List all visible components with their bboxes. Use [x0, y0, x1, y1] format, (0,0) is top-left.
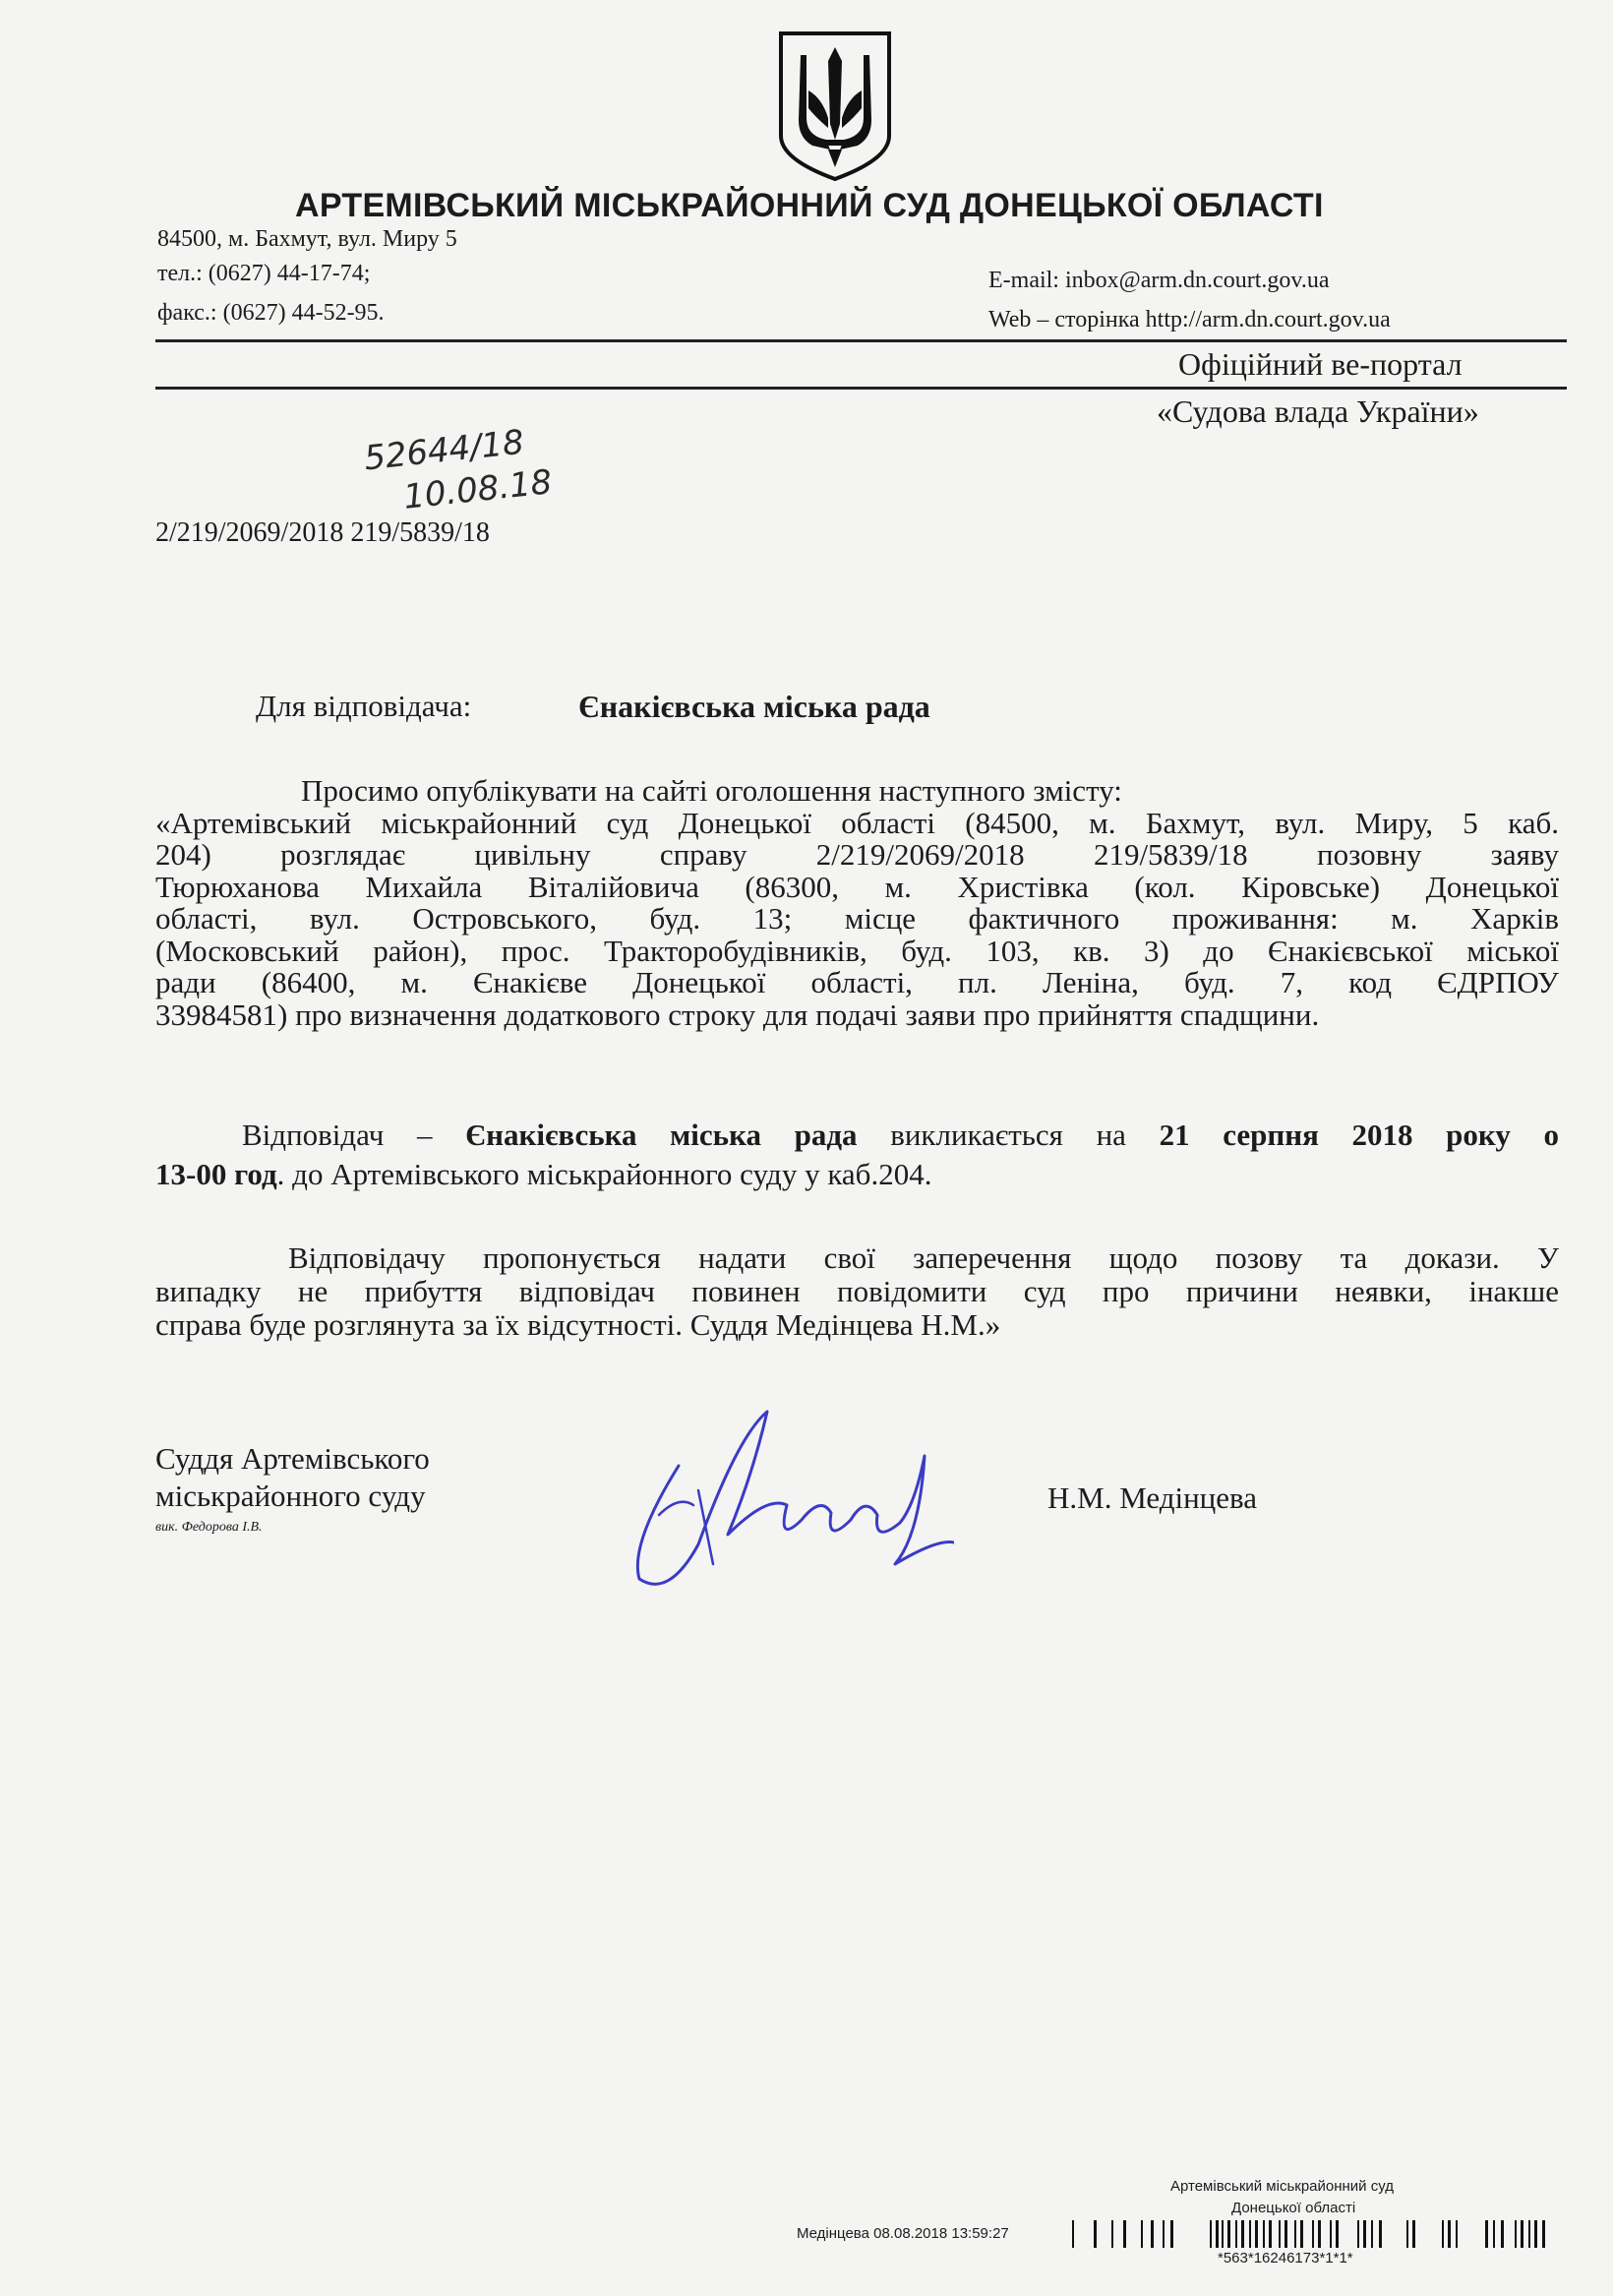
court-name: АРТЕМІВСЬКИЙ МІСЬКРАЙОННИЙ СУД ДОНЕЦЬКОЇ ОБЛАСТІ — [295, 187, 1324, 224]
p2-time: 13-00 год — [155, 1157, 277, 1191]
court-phone: тел.: (0627) 44-17-74; — [157, 261, 371, 286]
portal-line-1: Офіційний ве-портал — [1178, 346, 1463, 382]
coat-of-arms-icon — [777, 30, 893, 183]
p2-text: викликається на — [857, 1118, 1160, 1152]
signer-title-line-1: Суддя Артемівського — [155, 1441, 430, 1476]
stamp-court-line-1: Артемівський міськрайонний суд — [1170, 2178, 1394, 2195]
handwritten-signature — [620, 1397, 954, 1603]
handwritten-reg-number: 52644/18 — [362, 422, 526, 479]
p1-line: Тюрюханова Михайла Віталійовича (86300, м. Христівка (кол. Кіровське) Донецької — [155, 869, 1559, 904]
header-rule-bottom — [155, 387, 1567, 390]
handwritten-date: 10.08.18 — [401, 462, 555, 517]
p1-line: «Артемівський міськрайонний суд Донецької області (84500, м. Бахмут, вул. Миру, 5 каб. — [155, 805, 1559, 840]
paragraph-2 — [155, 1116, 1559, 1194]
court-web: Web – сторінка http://arm.dn.court.gov.ua — [988, 307, 1391, 332]
addressee-label: Для відповідача: — [256, 689, 472, 723]
p3-line: Відповідачу пропонується надати свої заперечення щодо позову та докази. У — [288, 1240, 1559, 1275]
executor-note: вик. Федорова І.В. — [155, 1520, 263, 1535]
p3-line: випадку не прибуття відповідач повинен повідомити суд про причини неявки, інакше — [155, 1274, 1559, 1308]
stamp-court-line-2: Донецької області — [1231, 2200, 1356, 2216]
court-email: E-mail: inbox@arm.dn.court.gov.ua — [988, 268, 1330, 293]
case-numbers: 2/219/2069/2018 219/5839/18 — [155, 517, 490, 548]
p2-text: . до Артемівського міськрайонного суду у каб.204. — [276, 1157, 932, 1191]
barcode-icon — [1072, 2220, 1548, 2248]
stamp-signed: Медінцева 08.08.2018 13:59:27 — [797, 2225, 1009, 2242]
signer-name: Н.М. Медінцева — [1047, 1480, 1258, 1515]
header-rule-top — [155, 339, 1567, 342]
p2-datetime: 21 серпня 2018 року о — [1159, 1118, 1559, 1152]
addressee-name: Єнакієвська міська рада — [578, 689, 930, 724]
p1-line: ради (86400, м. Єнакієве Донецької області, пл. Леніна, буд. 7, код ЄДРПОУ — [155, 965, 1559, 999]
p1-line: 204) розглядає цивільну справу 2/219/2069/2018 219/5839/18 позовну заяву — [155, 837, 1559, 872]
portal-line-2: «Судова влада України» — [1157, 393, 1479, 429]
p1-line: області, вул. Островського, буд. 13; місце фактичного проживання: м. Харків — [155, 901, 1559, 936]
p2-text: Відповідач – — [242, 1118, 466, 1152]
paragraph-3 — [155, 1241, 1559, 1342]
barcode-text: *563*16246173*1*1* — [1218, 2250, 1353, 2266]
p1-line: Просимо опублікувати на сайті оголошення наступного змісту: — [301, 773, 1122, 808]
p2-defendant: Єнакієвська міська рада — [465, 1118, 858, 1152]
p1-line: (Московський район), прос. Тракторобудівників, буд. 103, кв. 3) до Єнакієвської міської — [155, 933, 1559, 968]
p1-line: 33984581) про визначення додаткового строку для подачі заяви про прийняття спадщини. — [155, 997, 1320, 1032]
paragraph-1 — [155, 775, 1559, 1031]
p3-line: справа буде розглянута за їх відсутності. Суддя Медінцева Н.М.» — [155, 1307, 1001, 1342]
court-address: 84500, м. Бахмут, вул. Миру 5 — [157, 226, 457, 252]
signer-title-line-2: міськрайонного суду — [155, 1479, 426, 1513]
court-fax: факс.: (0627) 44-52-95. — [157, 300, 385, 326]
